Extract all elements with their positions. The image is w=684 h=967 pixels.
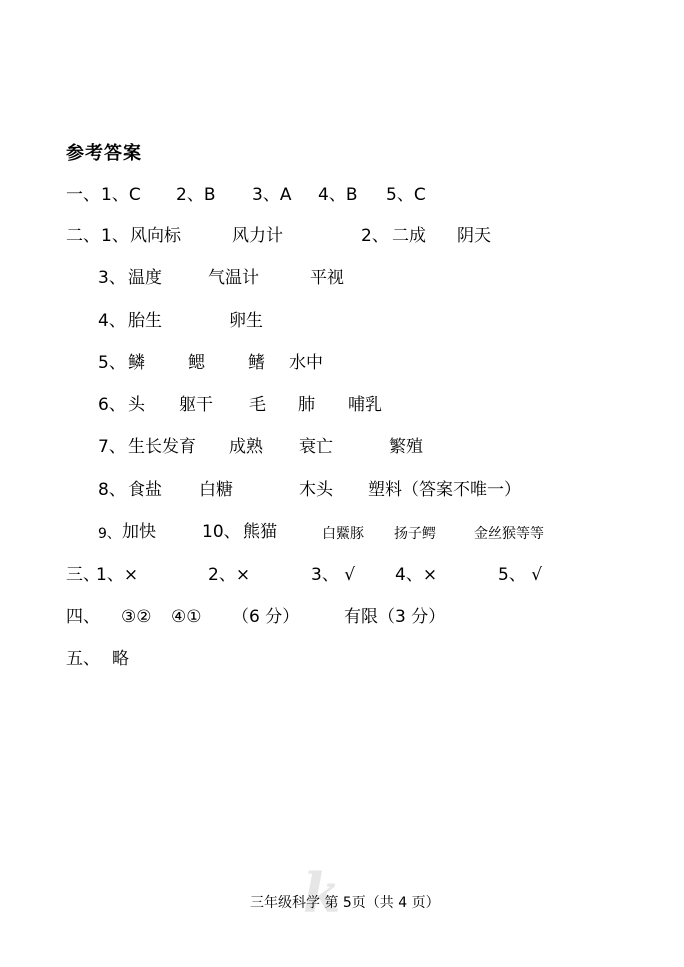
section4-answer-d: 有限（3 分）	[344, 607, 446, 627]
q3-number: 3、	[98, 268, 126, 288]
section3-answer-3: 3、 √	[311, 565, 356, 585]
section3-answer-4: 4、×	[395, 565, 438, 585]
q5-answer-b: 鳃	[188, 353, 205, 373]
q7-answer-b: 成熟	[229, 437, 263, 457]
q8-answer-a: 食盐	[128, 480, 162, 500]
q7-answer-d: 繁殖	[389, 437, 423, 457]
q4-answer-b: 卵生	[229, 311, 263, 331]
q5-answer-a: 鳞	[128, 353, 145, 373]
q1-answer-a: 风向标	[130, 226, 181, 246]
q1-answer-b: 风力计	[232, 226, 283, 246]
q7-answer-c: 衰亡	[299, 437, 333, 457]
q9-answer-a: 加快	[122, 522, 156, 542]
q3-answer-c: 平视	[310, 268, 344, 288]
q10-answer-c: 扬子鳄	[394, 526, 436, 542]
q6-number: 6、	[98, 395, 126, 415]
section4-answer-a: ③②	[121, 607, 152, 627]
section5-label: 五、	[66, 649, 100, 669]
section1-label: 一、	[66, 185, 100, 205]
watermark-logo: k	[303, 861, 341, 925]
q3-answer-b: 气温计	[208, 268, 259, 288]
section3-answer-1: 1、×	[96, 565, 139, 585]
q6-answer-d: 肺	[298, 395, 315, 415]
section1-answer-2: 2、B	[176, 185, 216, 205]
q2-answer-b: 阴天	[457, 226, 491, 246]
section4-answer-b: ④①	[171, 607, 202, 627]
q2-answer-a: 二成	[392, 226, 426, 246]
q6-answer-a: 头	[128, 395, 145, 415]
section1-answer-5: 5、C	[386, 185, 426, 205]
q5-answer-c: 鳍	[248, 353, 265, 373]
page-title: 参考答案	[66, 143, 142, 164]
q1-number: 1、	[101, 226, 129, 246]
section1-answer-1: 1、C	[101, 185, 141, 205]
section3-label: 三、	[66, 565, 100, 585]
q6-answer-e: 哺乳	[348, 395, 382, 415]
section2-label: 二、	[66, 226, 100, 246]
section1-answer-3: 3、A	[252, 185, 292, 205]
q9-number: 9、	[98, 526, 121, 542]
q10-number: 10、	[202, 522, 241, 542]
q5-number: 5、	[98, 353, 126, 373]
q10-answer-b: 白鱀豚	[322, 526, 364, 542]
q10-answer-a: 熊猫	[243, 522, 277, 542]
section4-answer-c: （6 分）	[232, 607, 300, 627]
q6-answer-c: 毛	[249, 395, 266, 415]
section3-answer-2: 2、×	[208, 565, 251, 585]
q4-answer-a: 胎生	[128, 311, 162, 331]
q6-answer-b: 躯干	[179, 395, 213, 415]
q8-answer-d: 塑料（答案不唯一）	[368, 480, 521, 500]
q7-answer-a: 生长发育	[128, 437, 196, 457]
page-footer: 三年级科学 第 5页（共 4 页）	[250, 895, 440, 911]
q10-answer-d: 金丝猴等等	[474, 526, 544, 542]
q4-number: 4、	[98, 311, 126, 331]
q8-answer-c: 木头	[299, 480, 333, 500]
q5-answer-d: 水中	[289, 353, 323, 373]
q7-number: 7、	[98, 437, 126, 457]
q8-number: 8、	[98, 480, 126, 500]
section4-label: 四、	[66, 607, 100, 627]
section5-answer-a: 略	[112, 649, 129, 669]
section3-answer-5: 5、 √	[498, 565, 543, 585]
q8-answer-b: 白糖	[199, 480, 233, 500]
q3-answer-a: 温度	[128, 268, 162, 288]
q2-number: 2、	[361, 226, 389, 246]
section1-answer-4: 4、B	[318, 185, 358, 205]
